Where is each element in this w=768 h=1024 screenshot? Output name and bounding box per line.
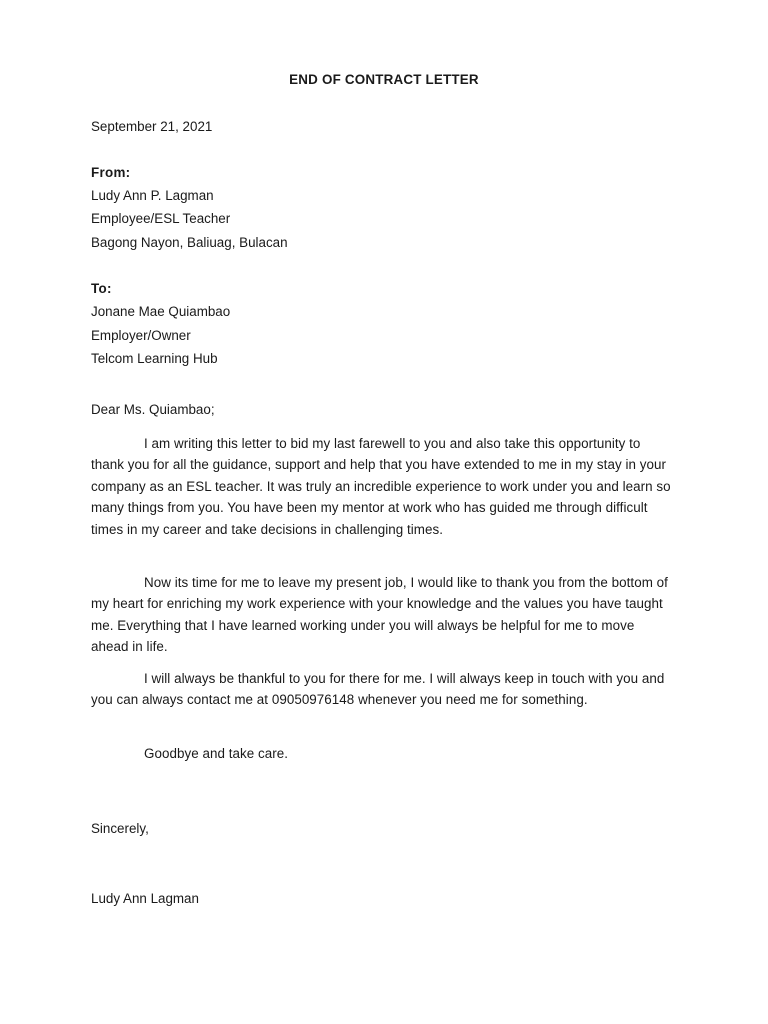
body-paragraph-2: Now its time for me to leave my present job, I would like to thank you from the bottom of my heart for enriching my work experience with your knowledge and the values you have taught me. Everything that I have learned working under you will always be helpful for me to move ahead in life.: [91, 575, 668, 655]
from-position: Employee/ESL Teacher: [91, 211, 231, 226]
closing: Sincerely,: [91, 821, 149, 836]
to-name: Jonane Mae Quiambao: [91, 304, 231, 319]
from-address: Bagong Nayon, Baliuag, Bulacan: [91, 235, 288, 250]
body-paragraph-3: I will always be thankful to you for there for me. I will always keep in touch with you and you can always contact me at 09050976148 whenever you need me for something.: [91, 671, 665, 708]
letter-title: END OF CONTRACT LETTER: [289, 72, 479, 87]
body-paragraph-4: Goodbye and take care.: [144, 746, 289, 761]
from-name: Ludy Ann P. Lagman: [91, 188, 214, 203]
to-label: To:: [91, 281, 112, 296]
from-label: From:: [91, 165, 131, 180]
letter-date: September 21, 2021: [91, 119, 213, 134]
to-position: Employer/Owner: [91, 328, 191, 343]
salutation: Dear Ms. Quiambao;: [91, 402, 215, 417]
signature-name: Ludy Ann Lagman: [91, 891, 199, 906]
body-paragraph-1: I am writing this letter to bid my last farewell to you and also take this opportunity to thank you for all the guidance, support and help that you have extended to me in my stay in your company as an ESL teacher. It was truly an incredible experience to work under you and learn so many things from you. You have been my mentor at work who has guided me through difficult times in my career and take decisions in challenging times.: [91, 436, 671, 537]
to-company: Telcom Learning Hub: [91, 351, 218, 366]
